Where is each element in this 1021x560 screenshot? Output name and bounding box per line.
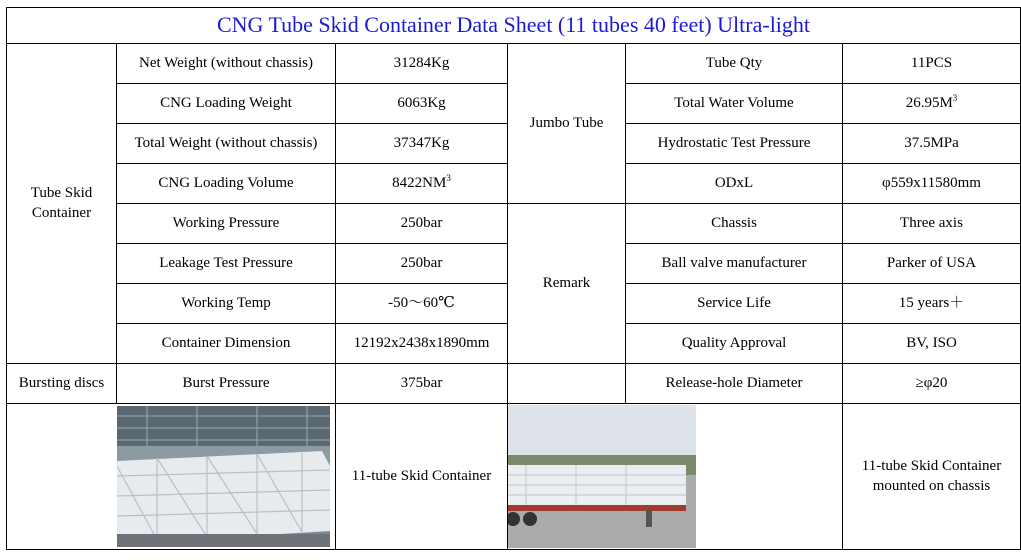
- skid-container-image: [117, 406, 330, 547]
- spec-value: [336, 164, 508, 204]
- spec-value: 6063Kg: [336, 84, 508, 124]
- spec-value: ≥φ20: [843, 364, 1021, 404]
- spec-value: 37347Kg: [336, 124, 508, 164]
- page-title: CNG Tube Skid Container Data Sheet (11 tubes 40 feet) Ultra-light: [7, 8, 1021, 44]
- spec-label: Tube Qty: [626, 44, 843, 84]
- spec-label: Release-hole Diameter: [626, 364, 843, 404]
- spec-label: CNG Loading Volume: [117, 164, 336, 204]
- table-row: [7, 364, 1021, 404]
- superscript: 3: [446, 172, 451, 183]
- spec-value: φ559x11580mm: [843, 164, 1021, 204]
- empty-cell: [508, 364, 626, 404]
- spec-table: [6, 7, 1021, 550]
- spec-label: Total Water Volume: [626, 84, 843, 124]
- section-label-jumbo-tube: Jumbo Tube: [508, 44, 626, 204]
- spec-value: 11PCS: [843, 44, 1021, 84]
- spec-value: 375bar: [336, 364, 508, 404]
- trailer-image: [508, 405, 697, 548]
- photo-caption-2: 11-tube Skid Container mounted on chassis: [843, 404, 1021, 550]
- spec-value: BV, ISO: [843, 324, 1021, 364]
- spec-label: Working Temp: [117, 284, 336, 324]
- spec-label: ODxL: [626, 164, 843, 204]
- skid-container-photo: [117, 406, 330, 547]
- spec-value: Three axis: [843, 204, 1021, 244]
- superscript: 3: [952, 92, 958, 103]
- trailer-photo: [508, 405, 697, 548]
- photo-caption-1: 11-tube Skid Container: [336, 404, 508, 550]
- spec-value: 31284Kg: [336, 44, 508, 84]
- spec-value-text: 26.95M: [905, 94, 953, 111]
- spec-value: Parker of USA: [843, 244, 1021, 284]
- table-row: [7, 44, 1021, 84]
- spec-value: 12192x2438x1890mm: [336, 324, 508, 364]
- spec-value: -50～60℃: [336, 284, 508, 324]
- spec-value: 250bar: [336, 204, 508, 244]
- spec-label: Quality Approval: [626, 324, 843, 364]
- photo-cell-2: [508, 404, 843, 550]
- spec-value: 37.5MPa: [843, 124, 1021, 164]
- section-label-tube-skid: Tube Skid Container: [7, 44, 117, 364]
- spec-label: Service Life: [626, 284, 843, 324]
- photo-row: [7, 404, 1021, 550]
- spec-label: Ball valve manufacturer: [626, 244, 843, 284]
- spec-label: Net Weight (without chassis): [117, 44, 336, 84]
- spec-value: 15 years＋: [843, 284, 1021, 324]
- spec-label: Leakage Test Pressure: [117, 244, 336, 284]
- spec-label: Container Dimension: [117, 324, 336, 364]
- table-row: [7, 204, 1021, 244]
- spec-label: Total Weight (without chassis): [117, 124, 336, 164]
- spec-label: Chassis: [626, 204, 843, 244]
- photo-cell-1: [7, 404, 336, 550]
- spec-value: [843, 84, 1021, 124]
- spec-label: Working Pressure: [117, 204, 336, 244]
- section-label-remark: Remark: [508, 204, 626, 364]
- spec-label: Burst Pressure: [117, 364, 336, 404]
- spec-value-text: 8422NM: [392, 174, 447, 191]
- spec-label: CNG Loading Weight: [117, 84, 336, 124]
- section-label-bursting-discs: Bursting discs: [7, 364, 117, 404]
- spec-value: 250bar: [336, 244, 508, 284]
- spec-label: Hydrostatic Test Pressure: [626, 124, 843, 164]
